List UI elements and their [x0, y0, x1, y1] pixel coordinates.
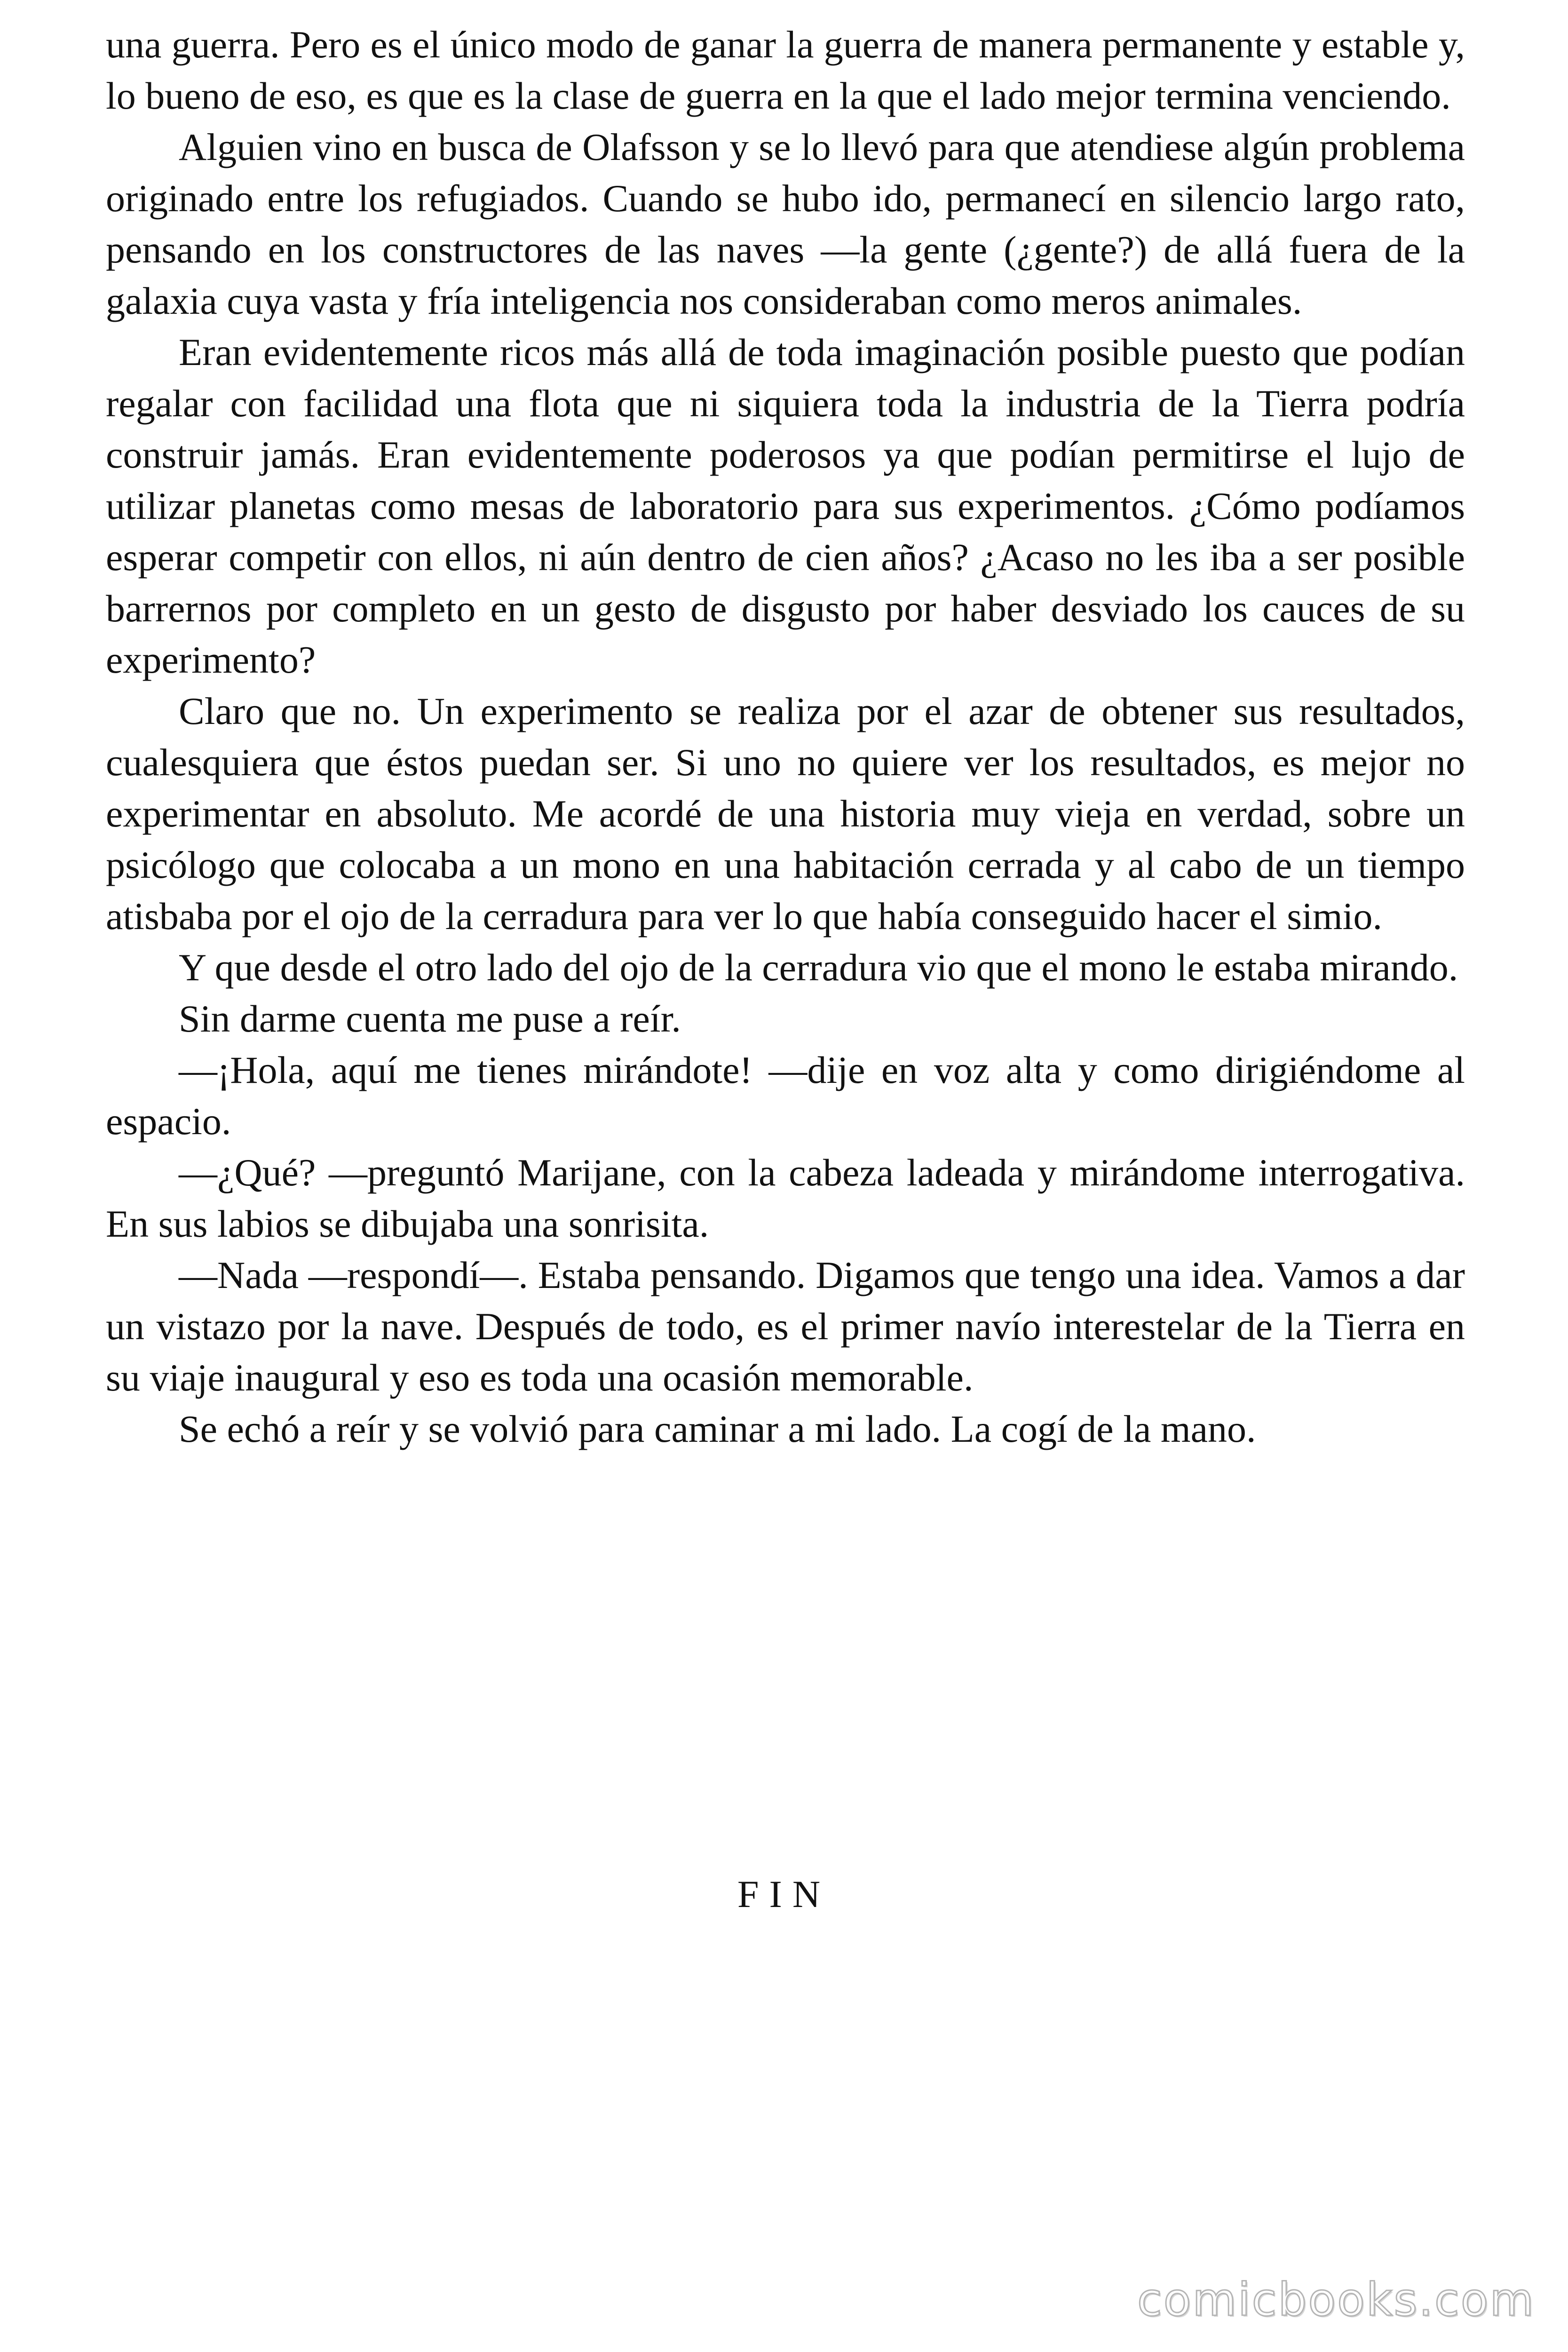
watermark: comicbooks.com — [1137, 2273, 1535, 2326]
paragraph-6: Sin darme cuenta me puse a reír. — [179, 997, 681, 1040]
paragraph-10: Se echó a reír y se volvió para caminar a mi lado. La cogí de la mano. — [179, 1407, 1256, 1450]
paragraph-1: una guerra. Pero es el único modo de ganar la guerra de manera permanente y estable y, lo bueno de eso, es que es la clase de guerra en la que el lado mejor termina venciendo. — [106, 23, 1465, 117]
page-body — [106, 19, 1465, 1454]
paragraph-8: —¿Qué? —preguntó Marijane, con la cabeza ladeada y mirándome interrogativa. En sus labios se dibujaba una sonrisita. — [106, 1151, 1465, 1245]
paragraph-5: Y que desde el otro lado del ojo de la cerradura vio que el mono le estaba mirando. — [179, 946, 1458, 989]
paragraph-7: —¡Hola, aquí me tienes mirándote! —dije en voz alta y como dirigiéndome al espacio. — [106, 1049, 1465, 1143]
paragraph-4: Claro que no. Un experimento se realiza por el azar de obtener sus resultados, cualesquiera que éstos puedan ser. Si uno no quiere ver los resultados, es mejor no experimentar en absoluto. Me acordé de una historia muy vieja en verdad, sobre un psicólogo que colocaba a un mono en una habitación cerrada y al cabo de un tiempo atisbaba por el ojo de la cerradura para ver lo que había conseguido hacer el simio. — [106, 690, 1465, 938]
paragraph-3: Eran evidentemente ricos más allá de toda imaginación posible puesto que podían regalar con facilidad una flota que ni siquiera toda la industria de la Tierra podría construir jamás. Eran evidentemente poderosos ya que podían permitirse el lujo de utilizar planetas como mesas de laboratorio para sus experimentos. ¿Cómo podíamos esperar competir con ellos, ni aún dentro de cien años? ¿Acaso no les iba a ser posible barrernos por completo en un gesto de disgusto por haber desviado los cauces de su experimento? — [106, 331, 1465, 681]
paragraph-2: Alguien vino en busca de Olafsson y se lo llevó para que atendiese algún problema originado entre los refugiados. Cuando se hubo ido, permanecí en silencio largo rato, pensando en los constructores de las naves —la gente (¿gente?) de allá fuera de la galaxia cuya vasta y fría inteligencia nos consideraban como meros animales. — [106, 126, 1465, 322]
paragraph-9: —Nada —respondí—. Estaba pensando. Digamos que tengo una idea. Vamos a dar un vistazo por la nave. Después de todo, es el primer navío interestelar de la Tierra en su viaje inaugural y eso es toda una ocasión memorable. — [106, 1254, 1465, 1399]
end-marker: FIN — [737, 1873, 831, 1915]
